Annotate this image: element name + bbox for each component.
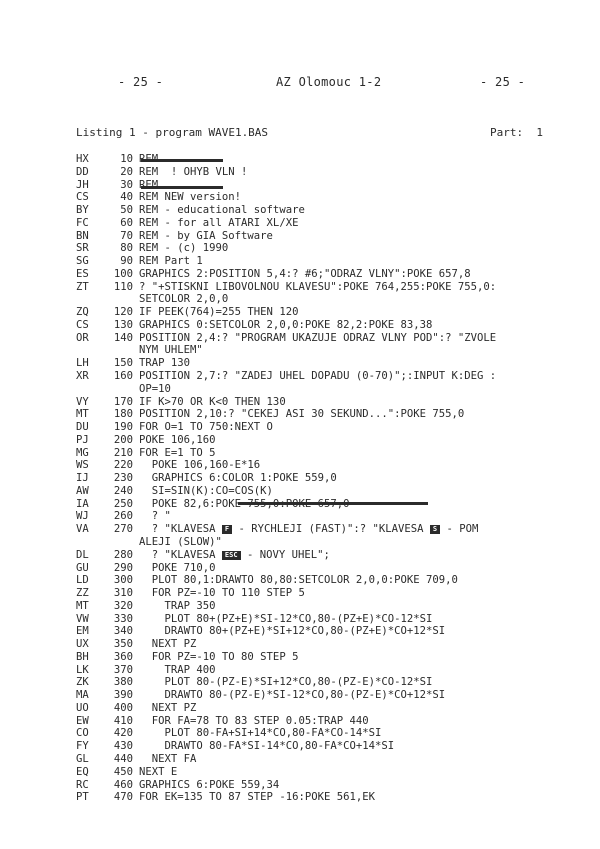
code-line: [76, 230, 576, 243]
inverse-key-glyph: ESC: [222, 551, 241, 560]
code-segment: ALEJI (SLOW)": [139, 535, 222, 548]
code-text: [139, 779, 576, 792]
code-line: [76, 255, 576, 268]
code-segment: GRAPHICS 6:POKE 559,34: [139, 778, 280, 791]
code-text: [139, 766, 576, 779]
code-line: [76, 510, 576, 523]
code-line: [76, 753, 576, 766]
code-text: [139, 204, 576, 217]
code-text: [139, 510, 576, 523]
line-number: 300: [113, 574, 133, 587]
checksum: ZT: [76, 280, 89, 293]
code-line-continuation: [76, 344, 576, 357]
code-segment: ? "KLAVESA: [139, 523, 222, 536]
checksum: LK: [76, 663, 89, 676]
code-line: [76, 740, 576, 753]
code-text: [139, 255, 576, 268]
code-segment: ? "+STISKNI LIBOVOLNOU KLAVESU":POKE 764,255:POKE 755,0:: [139, 280, 497, 293]
line-number: 160: [113, 370, 133, 383]
code-line: [76, 268, 576, 281]
code-line: [76, 459, 576, 472]
code-text: [139, 421, 576, 434]
line-number: 130: [113, 318, 133, 331]
code-text: [139, 230, 576, 243]
code-segment: TRAP 350: [139, 599, 216, 612]
code-text: [139, 523, 576, 536]
line-number: 350: [113, 638, 133, 651]
code-text: [139, 562, 576, 575]
checksum: DU: [76, 421, 89, 434]
checksum: MT: [76, 599, 89, 612]
line-number: 430: [113, 740, 133, 753]
code-line: [76, 498, 576, 511]
code-text: [139, 600, 576, 613]
code-text: [76, 383, 576, 396]
code-line: [76, 689, 576, 702]
line-number: 440: [113, 752, 133, 765]
inverse-key-glyph: F: [222, 525, 232, 534]
line-number: 10: [120, 153, 133, 165]
checksum: CS: [76, 318, 89, 331]
line-number: 240: [113, 484, 133, 497]
checksum: MG: [76, 446, 89, 459]
code-line: [76, 306, 576, 319]
code-segment: - RYCHLEJI (FAST)":? "KLAVESA: [232, 523, 430, 536]
code-line: [76, 562, 576, 575]
code-segment: REM NEW version!: [139, 191, 242, 204]
code-segment: NEXT FA: [139, 752, 197, 765]
code-text: [139, 676, 576, 689]
line-number: 90: [120, 255, 133, 268]
checksum: UX: [76, 638, 89, 651]
code-text: [139, 166, 576, 179]
checksum: VW: [76, 612, 89, 625]
line-number: 190: [113, 421, 133, 434]
code-segment: SI=SIN(K):CO=COS(K): [139, 484, 273, 497]
code-text: [139, 332, 576, 345]
checksum: FC: [76, 216, 89, 229]
code-segment: REM: [139, 153, 159, 165]
code-line: [76, 574, 576, 587]
code-text: [139, 268, 576, 281]
code-line: [76, 613, 576, 626]
code-text: [139, 651, 576, 664]
code-line: [76, 676, 576, 689]
code-text: [139, 396, 576, 409]
line-number: 120: [113, 306, 133, 319]
checksum: UO: [76, 701, 89, 714]
line-number: 370: [113, 663, 133, 676]
checksum: EM: [76, 625, 89, 638]
code-line-continuation: [76, 536, 576, 549]
code-text: [139, 370, 576, 383]
checksum: BN: [76, 229, 89, 242]
checksum: LH: [76, 357, 89, 370]
code-text: [139, 664, 576, 677]
code-segment: REM Part 1: [139, 255, 203, 268]
line-number: 210: [113, 446, 133, 459]
code-segment: FOR PZ=-10 TO 110 STEP 5: [139, 587, 305, 600]
code-segment: POKE 82,6:POKE 755,0:POKE 657,0: [139, 497, 350, 510]
checksum: BH: [76, 650, 89, 663]
code-line: [76, 357, 576, 370]
listing-title: Listing 1 - program WAVE1.BAS: [76, 126, 269, 139]
code-line: [76, 766, 576, 779]
code-line: [76, 191, 576, 204]
code-segment: GRAPHICS 0:SETCOLOR 2,0,0:POKE 82,2:POKE 83,38: [139, 318, 433, 331]
line-number: 220: [113, 459, 133, 472]
code-text: [139, 281, 576, 294]
line-number: 30: [120, 178, 133, 191]
line-number: 50: [120, 204, 133, 217]
code-segment: NEXT E: [139, 765, 178, 778]
checksum: AW: [76, 484, 89, 497]
code-line: [76, 549, 576, 562]
code-line: [76, 587, 576, 600]
line-number: 60: [120, 216, 133, 229]
code-segment: NEXT PZ: [139, 701, 197, 714]
code-line: [76, 625, 576, 638]
line-number: 170: [113, 395, 133, 408]
checksum: PJ: [76, 433, 89, 446]
code-line: [76, 319, 576, 332]
code-text: [139, 306, 576, 319]
code-segment: DRAWTO 80+(PZ+E)*SI+12*CO,80-(PZ+E)*CO+12*SI: [139, 625, 446, 638]
checksum: ZQ: [76, 306, 89, 319]
code-line: [76, 447, 576, 460]
code-line-continuation: [76, 383, 576, 396]
code-segment: OP=10: [139, 382, 171, 395]
line-number: 380: [113, 676, 133, 689]
code-segment: POSITION 2,4:? "PROGRAM UKAZUJE ODRAZ VLNY POD":? "ZVOLE: [139, 331, 497, 344]
code-line: [76, 204, 576, 217]
code-segment: POKE 710,0: [139, 561, 216, 574]
code-segment: IF K>70 OR K<0 THEN 130: [139, 395, 286, 408]
checksum: SR: [76, 242, 89, 255]
code-text: [139, 472, 576, 485]
code-text: [139, 727, 576, 740]
line-number: 340: [113, 625, 133, 638]
checksum: VA: [76, 523, 89, 536]
line-number: 280: [113, 548, 133, 561]
code-segment: GRAPHICS 6:COLOR 1:POKE 559,0: [139, 472, 337, 485]
code-segment: PLOT 80,1:DRAWTO 80,80:SETCOLOR 2,0,0:POKE 709,0: [139, 574, 458, 587]
code-text: [139, 791, 576, 804]
checksum: CS: [76, 191, 89, 204]
checksum: RC: [76, 778, 89, 791]
checksum: GU: [76, 561, 89, 574]
code-segment: GRAPHICS 2:POSITION 5,4:? #6;"ODRAZ VLNY":POKE 657,8: [139, 267, 471, 280]
checksum: GL: [76, 752, 89, 765]
code-line: [76, 370, 576, 383]
line-number: 330: [113, 612, 133, 625]
checksum: XR: [76, 370, 89, 383]
code-line: [76, 664, 576, 677]
code-segment: REM ! OHYB VLN !: [139, 165, 248, 178]
line-number: 270: [113, 523, 133, 536]
code-line: [76, 779, 576, 792]
code-text: [139, 179, 576, 192]
code-segment: TRAP 400: [139, 663, 216, 676]
code-segment: NYM UHLEM": [139, 344, 203, 357]
code-segment: FOR PZ=-10 TO 80 STEP 5: [139, 650, 299, 663]
line-number: 360: [113, 650, 133, 663]
code-text: [139, 408, 576, 421]
code-line: [76, 523, 576, 536]
line-number: 200: [113, 433, 133, 446]
page-number-right: - 25 -: [480, 75, 526, 89]
code-line: [76, 715, 576, 728]
code-line: [76, 242, 576, 255]
code-text: [139, 689, 576, 702]
line-number: 40: [120, 191, 133, 204]
code-line: [76, 166, 576, 179]
line-number: 420: [113, 727, 133, 740]
code-text: [139, 702, 576, 715]
line-number: 250: [113, 497, 133, 510]
code-segment: NEXT PZ: [139, 638, 197, 651]
checksum: MT: [76, 408, 89, 421]
code-segment: PLOT 80-FA+SI+14*CO,80-FA*CO-14*SI: [139, 727, 382, 740]
code-line: [76, 179, 576, 192]
code-text: [139, 459, 576, 472]
checksum: IA: [76, 497, 89, 510]
code-line: [76, 472, 576, 485]
code-line: [76, 600, 576, 613]
code-segment: POSITION 2,10:? "CEKEJ ASI 30 SEKUND...":POKE 755,0: [139, 408, 465, 421]
code-text: [139, 498, 576, 511]
code-text: [139, 740, 576, 753]
checksum: ZZ: [76, 587, 89, 600]
line-number: 100: [113, 267, 133, 280]
checksum: EQ: [76, 765, 89, 778]
line-number: 260: [113, 510, 133, 523]
page-number-left: - 25 -: [118, 75, 164, 89]
code-segment: REM - by GIA Software: [139, 229, 273, 242]
checksum: DD: [76, 165, 89, 178]
checksum: WS: [76, 459, 89, 472]
checksum: EW: [76, 714, 89, 727]
code-segment: PLOT 80+(PZ+E)*SI-12*CO,80-(PZ+E)*CO-12*SI: [139, 612, 433, 625]
code-text: [139, 549, 576, 562]
code-segment: POSITION 2,7:? "ZADEJ UHEL DOPADU (0-70)";:INPUT K:DEG :: [139, 370, 497, 383]
code-text: [139, 447, 576, 460]
code-line: [76, 434, 576, 447]
checksum: BY: [76, 204, 89, 217]
code-text: [139, 587, 576, 600]
code-line: [76, 408, 576, 421]
code-segment: - NOVY UHEL";: [240, 548, 330, 561]
checksum: VY: [76, 395, 89, 408]
code-segment: ? ": [139, 510, 171, 523]
code-segment: REM - for all ATARI XL/XE: [139, 216, 299, 229]
code-text: [139, 191, 576, 204]
code-text: [139, 638, 576, 651]
line-number: 230: [113, 472, 133, 485]
code-segment: REM - educational software: [139, 204, 305, 217]
code-text: [139, 357, 576, 370]
line-number: 410: [113, 714, 133, 727]
code-segment: - POM: [440, 523, 479, 536]
code-line: [76, 638, 576, 651]
checksum: HX: [76, 153, 89, 165]
code-segment: TRAP 130: [139, 357, 191, 370]
line-number: 470: [113, 791, 133, 804]
code-text: [139, 485, 576, 498]
code-segment: REM: [139, 178, 159, 191]
inverse-key-glyph: S: [430, 525, 440, 534]
code-text: [139, 153, 576, 166]
line-number: 400: [113, 701, 133, 714]
line-number: 150: [113, 357, 133, 370]
line-number: 110: [113, 280, 133, 293]
code-line: [76, 332, 576, 345]
line-number: 140: [113, 331, 133, 344]
line-number: 460: [113, 778, 133, 791]
code-text: [139, 625, 576, 638]
checksum: CO: [76, 727, 89, 740]
part-label: Part: 1: [490, 126, 543, 139]
line-number: 310: [113, 587, 133, 600]
code-segment: FOR E=1 TO 5: [139, 446, 216, 459]
line-number: 80: [120, 242, 133, 255]
checksum: PT: [76, 791, 89, 804]
checksum: ZK: [76, 676, 89, 689]
code-segment: POKE 106,160-E*16: [139, 459, 261, 472]
code-line: [76, 702, 576, 715]
code-segment: ? "KLAVESA: [139, 548, 222, 561]
code-line-continuation: [76, 293, 576, 306]
code-line: [76, 651, 576, 664]
code-text: [76, 293, 576, 306]
line-number: 320: [113, 599, 133, 612]
code-segment: FOR O=1 TO 750:NEXT O: [139, 421, 273, 434]
code-text: [139, 613, 576, 626]
checksum: OR: [76, 331, 89, 344]
code-segment: IF PEEK(764)=255 THEN 120: [139, 306, 299, 319]
code-line: [76, 281, 576, 294]
line-number: 390: [113, 689, 133, 702]
checksum: JH: [76, 178, 89, 191]
code-line: [76, 217, 576, 230]
checksum: LD: [76, 574, 89, 587]
code-text: [76, 536, 576, 549]
code-segment: FOR EK=135 TO 87 STEP -16:POKE 561,EK: [139, 791, 375, 804]
checksum: ES: [76, 267, 89, 280]
code-segment: REM - (c) 1990: [139, 242, 229, 255]
code-text: [139, 242, 576, 255]
code-line: [76, 153, 576, 166]
running-header: AZ Olomouc 1-2: [276, 75, 382, 89]
code-text: [139, 753, 576, 766]
code-line: [76, 396, 576, 409]
code-line: [76, 727, 576, 740]
code-segment: PLOT 80-(PZ-E)*SI+12*CO,80-(PZ-E)*CO-12*SI: [139, 676, 433, 689]
line-number: 180: [113, 408, 133, 421]
line-number: 450: [113, 765, 133, 778]
checksum: WJ: [76, 510, 89, 523]
code-text: [139, 319, 576, 332]
code-listing: [76, 153, 576, 804]
code-segment: DRAWTO 80-FA*SI-14*CO,80-FA*CO+14*SI: [139, 740, 395, 753]
checksum: DL: [76, 548, 89, 561]
code-text: [139, 574, 576, 587]
code-segment: DRAWTO 80-(PZ-E)*SI-12*CO,80-(PZ-E)*CO+12*SI: [139, 689, 446, 702]
line-number: 290: [113, 561, 133, 574]
code-segment: POKE 106,160: [139, 433, 216, 446]
code-text: [76, 344, 576, 357]
code-text: [139, 217, 576, 230]
line-number: 20: [120, 165, 133, 178]
code-text: [139, 434, 576, 447]
checksum: SG: [76, 255, 89, 268]
code-segment: FOR FA=78 TO 83 STEP 0.05:TRAP 440: [139, 714, 369, 727]
checksum: IJ: [76, 472, 89, 485]
code-line: [76, 421, 576, 434]
checksum: FY: [76, 740, 89, 753]
code-text: [139, 715, 576, 728]
code-line: [76, 485, 576, 498]
line-number: 70: [120, 229, 133, 242]
code-segment: SETCOLOR 2,0,0: [139, 293, 229, 306]
checksum: MA: [76, 689, 89, 702]
code-line: [76, 791, 576, 804]
